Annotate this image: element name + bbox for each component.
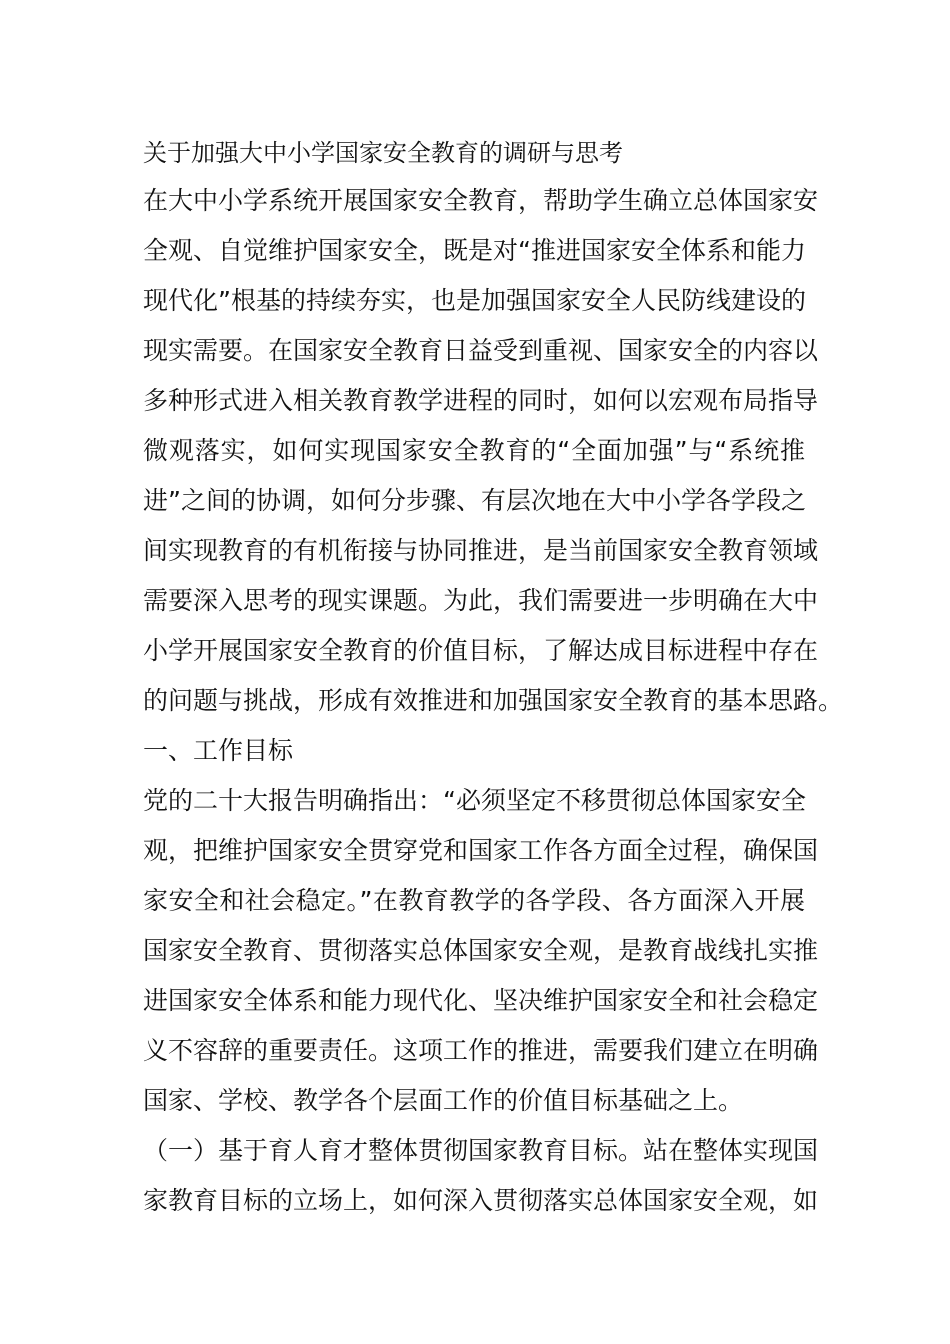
paragraph-line: 微观落实，如何实现国家安全教育的“全面加强”与“系统推 bbox=[143, 436, 805, 465]
paragraph-line: 间实现教育的有机衔接与协同推进，是当前国家安全教育领域 bbox=[143, 536, 819, 565]
paragraph-line: 多种形式进入相关教育教学进程的同时，如何以宏观布局指导 bbox=[143, 386, 819, 415]
paragraph-line: 党的二十大报告明确指出：“必须坚定不移贯彻总体国家安全 bbox=[143, 786, 806, 815]
paragraph-line: 观，把维护国家安全贯穿党和国家工作各方面全过程，确保国 bbox=[143, 836, 819, 865]
paragraph-line: 全观、自觉维护国家安全，既是对“推进国家安全体系和能力 bbox=[143, 236, 806, 265]
paragraph-line: 在大中小学系统开展国家安全教育，帮助学生确立总体国家安 bbox=[143, 186, 819, 215]
paragraph-line: 需要深入思考的现实课题。为此，我们需要进一步明确在大中 bbox=[143, 586, 819, 615]
paragraph-line: 义不容辞的重要责任。这项工作的推进，需要我们建立在明确 bbox=[143, 1036, 819, 1065]
document-page bbox=[143, 130, 844, 1226]
paragraph-line: 的问题与挑战，形成有效推进和加强国家安全教育的基本思路。 bbox=[143, 686, 844, 715]
paragraph-line: 国家、学校、教学各个层面工作的价值目标基础之上。 bbox=[143, 1086, 744, 1115]
document-title: 关于加强大中小学国家安全教育的调研与思考 bbox=[143, 139, 623, 167]
paragraph-line: 家教育目标的立场上，如何深入贯彻落实总体国家安全观，如 bbox=[143, 1186, 819, 1215]
paragraph-line: 进”之间的协调，如何分步骤、有层次地在大中小学各学段之 bbox=[143, 486, 806, 515]
section-heading: 一、工作目标 bbox=[143, 736, 294, 765]
paragraph-line: 家安全和社会稳定。”在教育教学的各学段、各方面深入开展 bbox=[143, 886, 805, 915]
paragraph-line: 国家安全教育、贯彻落实总体国家安全观，是教育战线扎实推 bbox=[143, 936, 819, 965]
paragraph-2 bbox=[143, 776, 819, 1126]
paragraph-line: 现实需要。在国家安全教育日益受到重视、国家安全的内容以 bbox=[143, 336, 819, 365]
paragraph-line: 现代化”根基的持续夯实，也是加强国家安全人民防线建设的 bbox=[143, 286, 806, 315]
paragraph-line: （一）基于育人育才整体贯彻国家教育目标。站在整体实现国 bbox=[143, 1136, 819, 1165]
paragraph-line: 进国家安全体系和能力现代化、坚决维护国家安全和社会稳定 bbox=[143, 986, 819, 1015]
paragraph-3 bbox=[143, 1126, 819, 1226]
paragraph-1 bbox=[143, 176, 844, 726]
paragraph-line: 小学开展国家安全教育的价值目标，了解达成目标进程中存在 bbox=[143, 636, 819, 665]
